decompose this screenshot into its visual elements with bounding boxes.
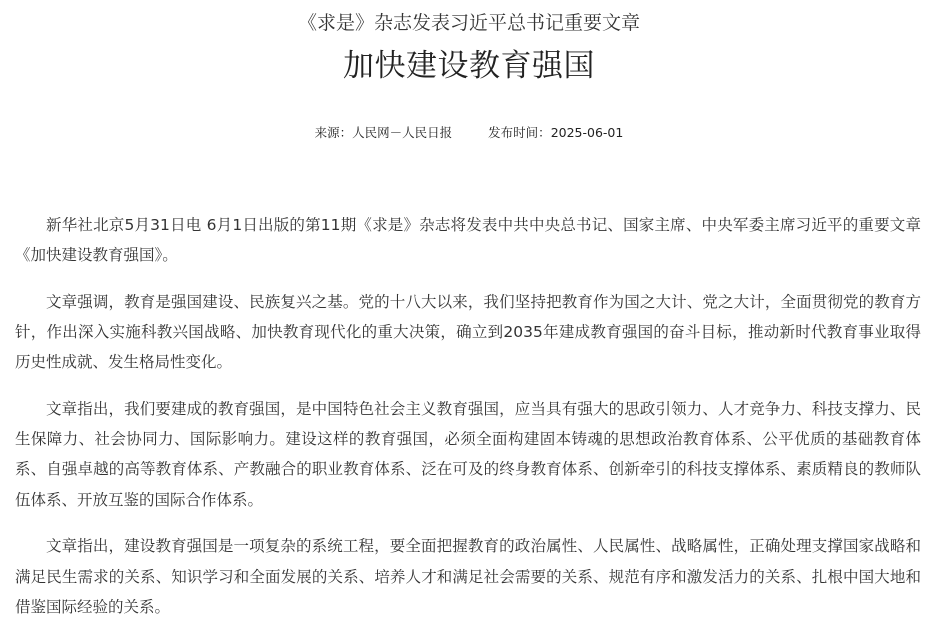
article-paragraph: 文章强调，教育是强国建设、民族复兴之基。党的十八大以来，我们坚持把教育作为国之大计、党之大计，全面贯彻党的教育方针，作出深入实施科教兴国战略、加快教育现代化的重大决策，确立到2035年建成教育强国的奋斗目标，推动新时代教育事业取得历史性成就、发生格局性变化。: [15, 292, 921, 372]
article-paragraph: 文章指出，建设教育强国是一项复杂的系统工程，要全面把握教育的政治属性、人民属性、战略属性，正确处理支撑国家战略和满足民生需求的关系、知识学习和全面发展的关系、培养人才和满足社会需要的关系、规范有序和激发活力的关系、扎根中国大地和借鉴国际经验的关系。: [15, 537, 921, 616]
source-value: 人民网－人民日报: [352, 125, 453, 140]
article-title: 加快建设教育强国: [343, 48, 595, 84]
publish-date-value: 2025-06-01: [550, 125, 624, 140]
publish-date-label: 发布时间：: [488, 125, 551, 140]
source-label: 来源：: [314, 125, 353, 140]
article-paragraph: 文章指出，我们要建成的教育强国，是中国特色社会主义教育强国，应当具有强大的思政引领力、人才竞争力、科技支撑力、民生保障力、社会协同力、国际影响力。建设这样的教育强国，必须全面构建固本铸魂的思想政治教育体系、公平优质的基础教育体系、自强卓越的高等教育体系、产教融合的职业教育体系、泛在可及的终身教育体系、创新牵引的科技支撑体系、素质精良的教师队伍体系、开放互鉴的国际合作体系。: [15, 400, 921, 509]
article-kicker: 《求是》杂志发表习近平总书记重要文章: [297, 12, 640, 34]
article-meta: [0, 124, 938, 142]
article-body: [15, 210, 921, 638]
article-paragraph: 新华社北京5月31日电 6月1日出版的第11期《求是》杂志将发表中共中央总书记、国家主席、中央军委主席习近平的重要文章《加快建设教育强国》。: [15, 216, 921, 265]
